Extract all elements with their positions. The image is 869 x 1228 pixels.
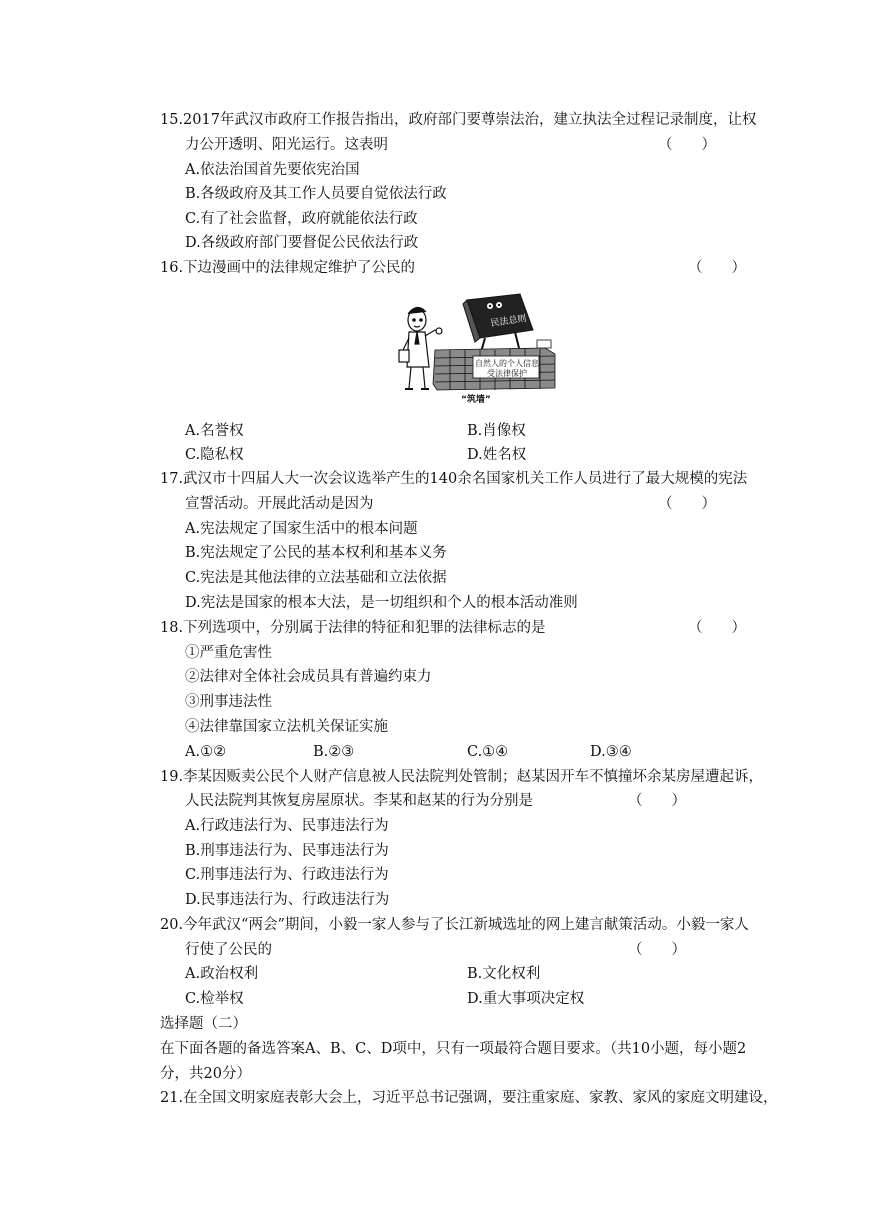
q15-option-d: D.各级政府部门要督促公民依法行政 — [185, 235, 419, 251]
q17-option-a: A.宪法规定了国家生活中的根本问题 — [185, 521, 418, 537]
q17-stem-line2: 宣誓活动。开展此活动是因为 — [185, 496, 374, 512]
brick-wall — [433, 340, 555, 390]
law-book — [463, 294, 533, 352]
wall-label-1: 自然人的个人信息 — [475, 359, 539, 368]
q20-option-a: A.政治权利 — [185, 966, 259, 982]
q18-option-d: D.③④ — [590, 744, 632, 760]
q17-answer-paren: （ ） — [658, 496, 716, 512]
q15-option-a: A.依法治国首先要依宪治国 — [185, 162, 360, 178]
q18-option-a: A.①② — [185, 744, 227, 760]
q15-answer-paren: （ ） — [658, 137, 716, 153]
section2-instruction-line1: 在下面各题的备选答案A、B、C、D项中，只有一项最符合题目要求。（共10小题，每小题2 — [160, 1041, 747, 1057]
q20-stem-line1: 20.今年武汉“两会”期间，小毅一家人参与了长江新城选址的网上建言献策活动。小毅一家人 — [160, 917, 749, 933]
q21-stem-line1: 21.在全国文明家庭表彰大会上，习近平总书记强调，要注重家庭、家教、家风的家庭文明建设， — [160, 1090, 778, 1106]
q19-option-d: D.民事违法行为、行政违法行为 — [185, 892, 390, 908]
q19-stem-line1: 19.李某因贩卖公民个人财产信息被人民法院判处管制；赵某因开车不慎撞坏余某房屋遭起诉， — [160, 769, 764, 785]
q15-stem-line2: 力公开透明、阳光运行。这表明 — [185, 137, 388, 153]
q20-option-b: B.文化权利 — [467, 966, 541, 982]
cartoon-image — [395, 292, 560, 405]
q19-answer-paren: （ ） — [628, 793, 686, 809]
q19-option-c: C.刑事违法行为、行政违法行为 — [185, 867, 389, 883]
q16-option-b: B.肖像权 — [467, 423, 526, 439]
q20-stem-line2: 行使了公民的 — [185, 942, 272, 958]
section2-title: 选择题（二） — [160, 1016, 247, 1032]
q15-option-c: C.有了社会监督，政府就能依法行政 — [185, 211, 418, 227]
q17-option-c: C.宪法是其他法律的立法基础和立法依据 — [185, 570, 447, 586]
q20-option-d: D.重大事项决定权 — [467, 991, 585, 1007]
q18-item-1: ①严重危害性 — [185, 645, 272, 661]
q20-option-c: C.检举权 — [185, 991, 244, 1007]
q18-stem: 18.下列选项中，分别属于法律的特征和犯罪的法律标志的是 — [160, 620, 546, 636]
q16-stem: 16.下边漫画中的法律规定维护了公民的 — [160, 260, 416, 276]
q17-option-d: D.宪法是国家的根本大法，是一切组织和个人的根本活动准则 — [185, 595, 578, 611]
q17-option-b: B.宪法规定了公民的基本权利和基本义务 — [185, 545, 447, 561]
wall-label-2: 受法律保护 — [487, 369, 527, 378]
q15-stem-line1: 15.2017年武汉市政府工作报告指出，政府部门要尊崇法治，建立执法全过程记录制度，让权 — [160, 112, 757, 128]
q16-option-a: A.名誉权 — [185, 423, 244, 439]
q18-item-4: ④法律靠国家立法机关保证实施 — [185, 719, 388, 735]
q19-option-a: A.行政违法行为、民事违法行为 — [185, 818, 389, 834]
q16-option-c: C.隐私权 — [185, 447, 244, 463]
q18-answer-paren: （ ） — [688, 620, 746, 636]
cartoon-caption: “筑墙” — [461, 395, 491, 405]
q18-option-b: B.②③ — [313, 744, 355, 760]
q18-item-3: ③刑事违法性 — [185, 694, 272, 710]
q19-stem-line2: 人民法院判其恢复房屋原状。李某和赵某的行为分别是 — [185, 793, 533, 809]
q18-option-c: C.①④ — [467, 744, 509, 760]
q20-answer-paren: （ ） — [628, 942, 686, 958]
q16-option-d: D.姓名权 — [467, 447, 527, 463]
q17-stem-line1: 17.武汉市十四届人大一次会议选举产生的140余名国家机关工作人员进行了最大规模的宪法 — [160, 471, 748, 487]
section2-instruction-line2: 分，共20分） — [160, 1066, 251, 1082]
q16-answer-paren: （ ） — [688, 260, 746, 276]
book-label: 民法总则 — [490, 314, 528, 329]
q18-item-2: ②法律对全体社会成员具有普遍约束力 — [185, 669, 432, 685]
q19-option-b: B.刑事违法行为、民事违法行为 — [185, 843, 389, 859]
q15-option-b: B.各级政府及其工作人员要自觉依法行政 — [185, 186, 447, 202]
